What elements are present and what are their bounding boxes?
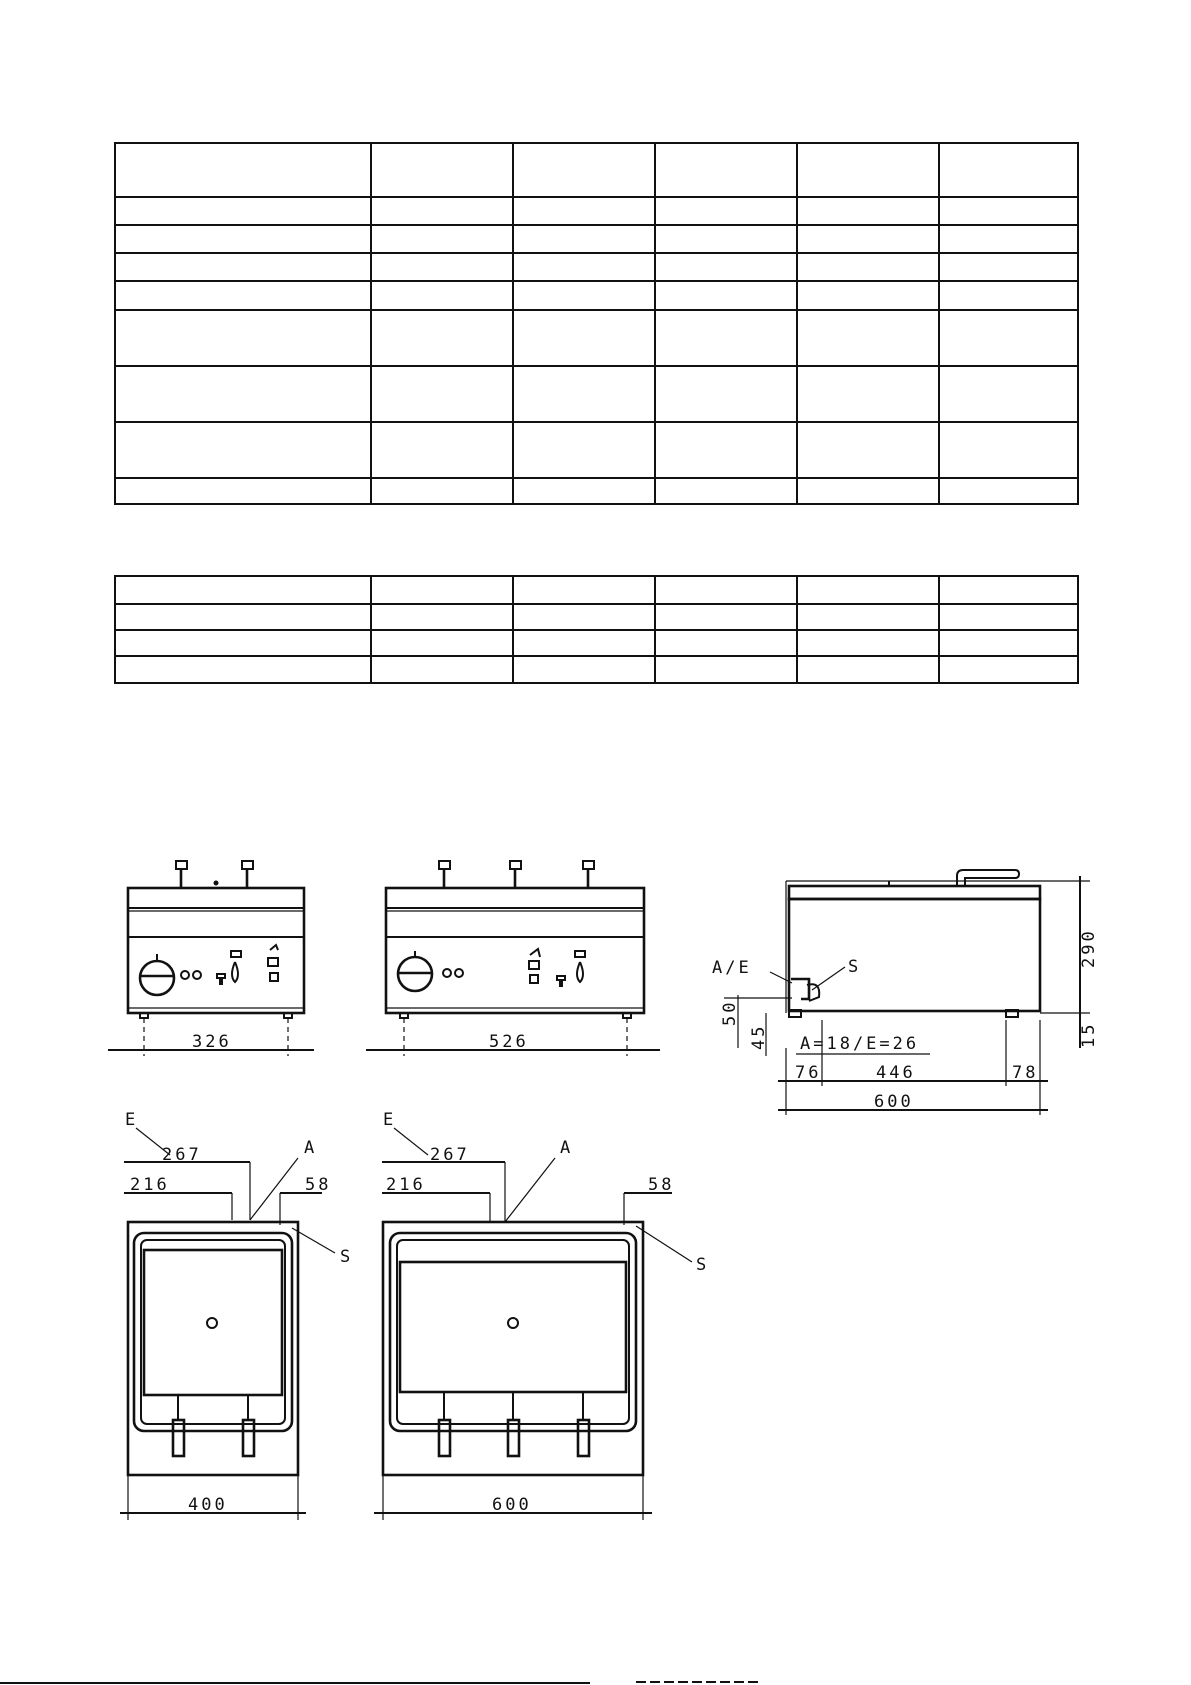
- front-large-width-dim: 526: [489, 1032, 529, 1052]
- side-ae-note: A=18/E=26: [800, 1034, 920, 1054]
- side-view: [712, 870, 1099, 1115]
- top-large-label-s: S: [696, 1255, 710, 1275]
- side-dim-78: 78: [1012, 1063, 1039, 1083]
- top-large-dim-267: 267: [430, 1145, 470, 1165]
- front-view-large: [366, 861, 660, 1056]
- top-small-label-s: S: [340, 1247, 354, 1267]
- side-height-dim: 290: [1079, 928, 1099, 968]
- top-view-large: [374, 1110, 709, 1520]
- side-depth-dim: 600: [874, 1092, 914, 1112]
- side-dim-45: 45: [749, 1023, 769, 1050]
- side-dim-15: 15: [1079, 1021, 1099, 1048]
- side-label-ae: A/E: [712, 958, 752, 978]
- top-small-width-dim: 400: [188, 1495, 228, 1515]
- top-view-small: [120, 1110, 353, 1520]
- top-large-dim-216: 216: [386, 1175, 426, 1195]
- side-dim-76: 76: [795, 1063, 822, 1083]
- top-small-dim-216: 216: [130, 1175, 170, 1195]
- top-large-label-e: E: [383, 1110, 397, 1130]
- front-view-small: [108, 861, 314, 1056]
- top-small-dim-267: 267: [162, 1145, 202, 1165]
- side-label-s: S: [848, 957, 862, 977]
- front-small-width-dim: 326: [192, 1032, 232, 1052]
- top-large-dim-58: 58: [648, 1175, 675, 1195]
- top-small-label-e: E: [125, 1110, 139, 1130]
- side-dim-50: 50: [720, 999, 740, 1026]
- top-small-dim-58: 58: [305, 1175, 332, 1195]
- side-dim-446: 446: [876, 1063, 916, 1083]
- top-small-label-a: A: [304, 1138, 318, 1158]
- top-large-width-dim: 600: [492, 1495, 532, 1515]
- top-large-label-a: A: [560, 1138, 574, 1158]
